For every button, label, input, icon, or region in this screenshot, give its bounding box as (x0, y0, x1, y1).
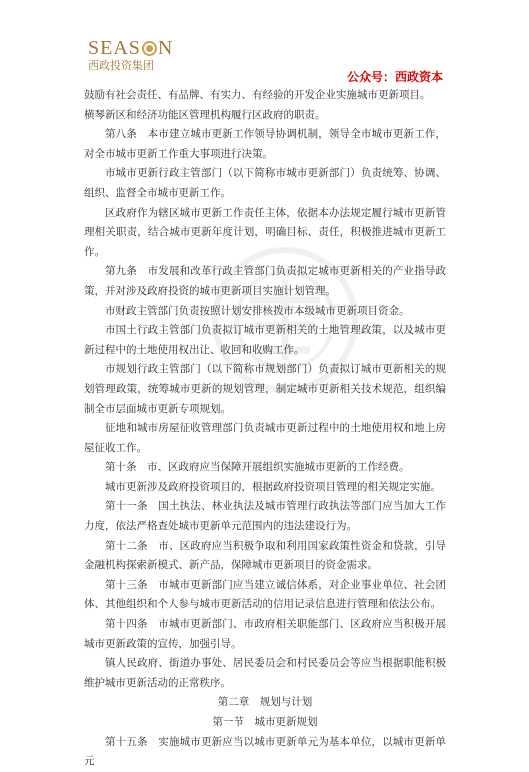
article-12: 第十二条 市、区政府应当积极争取和利用国家政策性资金和贷款，引导金融机构探索新模式、新产品，保障城市更新项目的资金需求。 (84, 539, 446, 572)
body-paragraph: 横琴新区和经济功能区管理机构履行区政府的职责。 (84, 108, 326, 121)
chapter-title: 第二章 规划与计划 (217, 696, 313, 709)
article-15: 第十五条 实施城市更新应当以城市更新单元为基本单位，以城市更新单元 (84, 735, 446, 768)
body-paragraph: 市国土行政主管部门负责拟订城市更新相关的土地管理政策，以及城市更新过程中的土地使用权出让、收回和收购工作。 (84, 324, 446, 356)
body-paragraph: 市规划行政主管部门（以下简称市规划部门）负责拟订城市更新相关的规划管理政策，统筹城市更新的规划管理，制定城市更新相关技术规范，组织编制全市层面城市更新专项规划。 (84, 363, 446, 415)
logo-subtitle: 西政投资集团 (88, 59, 154, 72)
company-logo (88, 38, 188, 76)
official-account-label: 公众号：西政资本 (346, 70, 443, 84)
document-body (84, 86, 446, 772)
article-10: 第十条 市、区政府应当保障开展组织实施城市更新的工作经费。 (105, 461, 410, 474)
body-paragraph: 市城市更新行政主管部门（以下简称市城市更新部门）负责统筹、协调、组织、监督全市城市更新工作。 (84, 167, 446, 199)
logo-text-part: SEAS (88, 37, 141, 59)
body-paragraph: 城市更新涉及政府投资项目的，根据政府投资项目管理的相关规定实施。 (105, 480, 441, 493)
body-paragraph: 征地和城市房屋征收管理部门负责城市更新过程中的土地使用权和地上房屋征收工作。 (84, 422, 446, 454)
logo-wordmark (88, 38, 188, 58)
article-11: 第十一条 国土执法、林业执法及城市管理行政执法等部门应当加大工作力度，依法严格查处城市更新单元范围内的违法建设行为。 (84, 500, 446, 533)
logo-sun-icon (142, 41, 157, 56)
article-13: 第十三条 市城市更新部门应当建立诚信体系，对企业事业单位、社会团体、其他组织和个人参与城市更新活动的信用记录信息进行管理和依法公布。 (84, 578, 446, 611)
body-paragraph: 市财政主管部门负责按照计划安排核拨市本级城市更新项目资金。 (105, 304, 410, 317)
page-header (0, 0, 529, 86)
article-8: 第八条 本市建立城市更新工作领导协调机制，领导全市城市更新工作，对全市城市更新工作重大事项进行决策。 (84, 128, 446, 160)
body-paragraph: 鼓励有社会责任、有品牌、有实力、有经验的开发企业实施城市更新项目。 (84, 89, 431, 101)
article-9: 第九条 市发展和改革行政主管部门负责拟定城市更新相关的产业指导政策，并对涉及政府投资的城市更新项目实施计划管理。 (84, 265, 446, 297)
body-paragraph: 区政府作为辖区城市更新工作责任主体，依据本办法规定履行城市更新管理相关职责，结合城市更新年度计划，明确目标、责任，积极推进城市更新工作。 (84, 206, 446, 258)
section-title: 第一节 城市更新规划 (212, 716, 318, 728)
logo-text-part: N (157, 37, 174, 59)
body-paragraph: 镇人民政府、街道办事处、居民委员会和村民委员会等应当根据职能积极维护城市更新活动的正常秩序。 (84, 657, 446, 689)
article-14: 第十四条 市城市更新部门、市政府相关职能部门、区政府应当积极开展城市更新政策的宣传，加强引导。 (84, 618, 446, 650)
